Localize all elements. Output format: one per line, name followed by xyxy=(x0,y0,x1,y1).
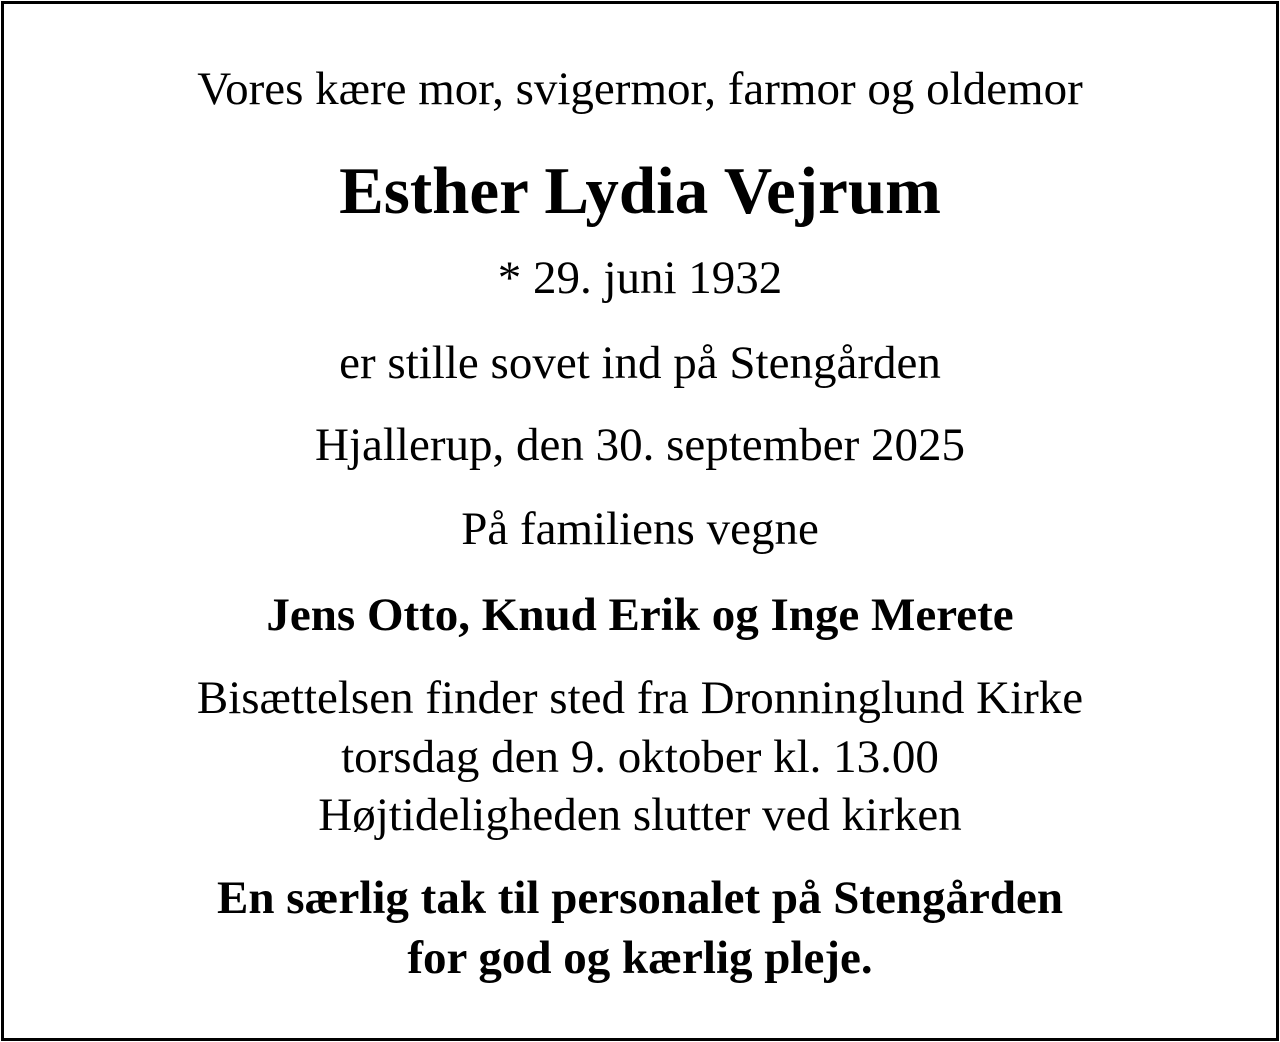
funeral-info-line: torsdag den 9. oktober kl. 13.00 xyxy=(341,731,939,783)
signers-names: Jens Otto, Knud Erik og Inge Merete xyxy=(266,589,1014,641)
funeral-info-line: Bisættelsen finder sted fra Dronninglund Kirke xyxy=(196,672,1084,724)
deceased-name: Esther Lydia Vejrum xyxy=(339,154,941,228)
funeral-info-line: Højtideligheden slutter ved kirken xyxy=(318,789,962,841)
passing-text: er stille sovet ind på Stengården xyxy=(339,337,941,389)
intro-text: Vores kære mor, svigermor, farmor og oldemor xyxy=(197,63,1083,115)
place-and-date: Hjallerup, den 30. september 2025 xyxy=(315,419,965,471)
thanks-line: for god og kærlig pleje. xyxy=(407,932,873,984)
on-behalf-text: På familiens vegne xyxy=(461,503,819,555)
birth-date: * 29. juni 1932 xyxy=(497,252,783,304)
obituary-notice xyxy=(1,1,1279,1041)
thanks-line: En særlig tak til personalet på Stengården xyxy=(216,872,1064,924)
